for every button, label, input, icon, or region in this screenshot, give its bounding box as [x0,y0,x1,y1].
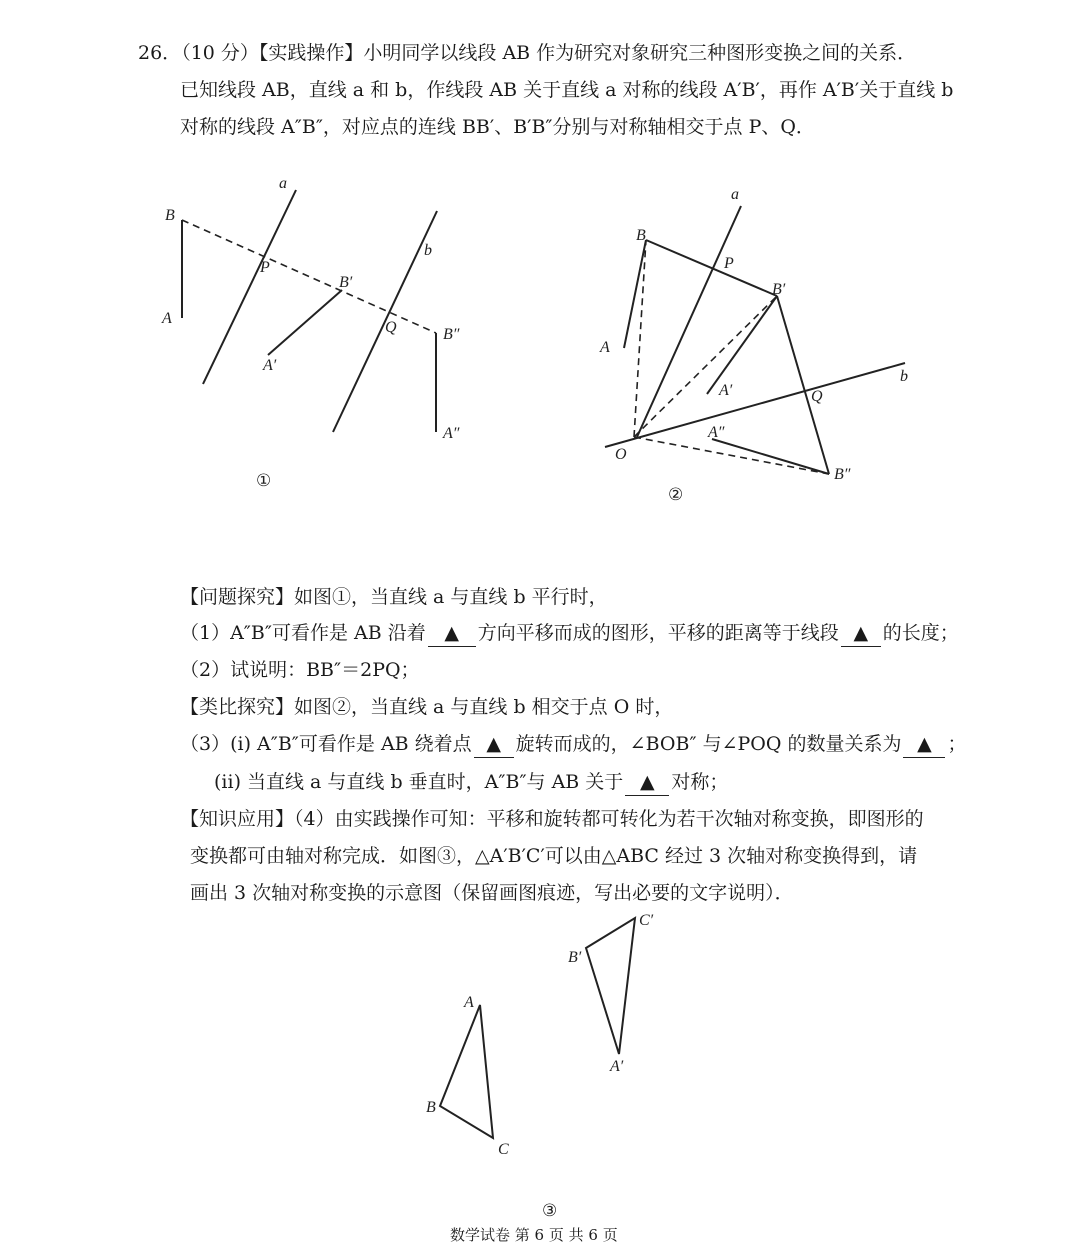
fig3-label-B1: B′ [568,949,582,966]
fig1-label-b: b [424,242,432,259]
fig3-caption: ③ [542,1201,558,1220]
question-2: （2）试说明：BB″＝2PQ； [180,659,420,681]
fig3-label-A: A [464,994,474,1011]
q1-text-a: （1）A″B″可看作是 AB 沿着 [180,622,426,644]
q3ii-blank[interactable]: ▲ [625,769,669,796]
fig3-label-C1: C′ [639,912,654,929]
q3ii-text-b: 对称； [671,771,729,793]
fig2-label-Q: Q [811,388,823,405]
question-4-line-2: 变换都可由轴对称完成．如图③，△A′B′C′可以由△ABC 经过 3 次轴对称变换得到，请 [190,845,918,867]
explore-text: 如图①，当直线 a 与直线 b 平行时， [294,586,608,608]
q4-text-1: （4）由实践操作可知：平移和旋转都可转化为若干次轴对称变换，即图形的 [294,808,924,830]
fig3-triangle-a1b1c1 [586,918,635,1054]
q3i-text-c: ； [947,733,967,755]
q1-text-b: 方向平移而成的图形，平移的距离等于线段 [477,622,839,644]
fig3-label-B: B [426,1099,436,1116]
analogy-tag: 【类比探究】 [180,696,295,718]
explore-tag: 【问题探究】 [180,586,295,608]
fig2-label-A: A [600,339,610,356]
q1-blank-2[interactable]: ▲ [841,620,881,647]
q1-text-c: 的长度； [882,622,959,644]
q3ii-text-a: (ii) 当直线 a 与直线 b 垂直时，A″B″与 AB 关于 [214,771,624,793]
fig2-label-B2: B″ [834,466,851,483]
fig1-label-Q: Q [385,319,397,336]
analogy-text: 如图②，当直线 a 与直线 b 相交于点 O 时， [294,696,674,718]
fig2-label-P: P [724,255,734,272]
fig1-label-B2: B″ [443,326,460,343]
fig2-caption: ② [668,485,684,504]
fig2-label-A1: A′ [719,382,733,399]
fig2-label-O: O [615,446,627,463]
section-tag: 【实践操作】 [258,42,364,64]
fig1-label-A1: A′ [263,357,277,374]
q1-blank-1[interactable]: ▲ [428,620,476,647]
fig3-triangle-abc [440,1005,493,1138]
problem-line-3: 对称的线段 A″B″，对应点的连线 BB′、B′B″分别与对称轴相交于点 P、Q． [180,116,815,138]
problem-score: （10 分） [181,42,259,64]
problem-line-2: 已知线段 AB，直线 a 和 b，作线段 AB 关于直线 a 对称的线段 A′B′，再作 A′B′关于直线 b [180,79,954,101]
fig2-label-B: B [636,227,646,244]
fig1-label-B1: B′ [339,274,353,291]
fig3-label-A1: A′ [610,1058,624,1075]
fig1-label-P: P [260,259,270,276]
q3i-blank-1[interactable]: ▲ [474,731,514,758]
fig1-label-A: A [162,310,172,327]
q3i-text-b: 旋转而成的，∠BOB″ 与∠POQ 的数量关系为 [515,733,902,755]
problem-number: 26． [138,42,182,64]
page-footer: 数学试卷 第 6 页 共 6 页 [450,1226,618,1244]
question-4-line-3: 画出 3 次轴对称变换的示意图（保留画图痕迹，写出必要的文字说明）． [190,882,794,904]
problem-intro: 小明同学以线段 AB 作为研究对象研究三种图形变换之间的关系． [363,42,917,64]
apply-tag: 【知识应用】 [180,808,295,830]
fig2-label-A2: A″ [708,424,725,441]
fig1-label-B: B [165,207,175,224]
q3i-blank-2[interactable]: ▲ [903,731,945,758]
fig2-label-b: b [900,368,908,385]
fig2-label-a: a [731,186,739,203]
fig3-label-C: C [498,1141,509,1158]
fig1-label-a: a [279,175,287,192]
fig2-label-B1: B′ [772,281,786,298]
fig1-label-A2: A″ [443,425,460,442]
fig1-caption: ① [256,471,272,490]
q3i-text-a: （3）(i) A″B″可看作是 AB 绕着点 [180,733,472,755]
